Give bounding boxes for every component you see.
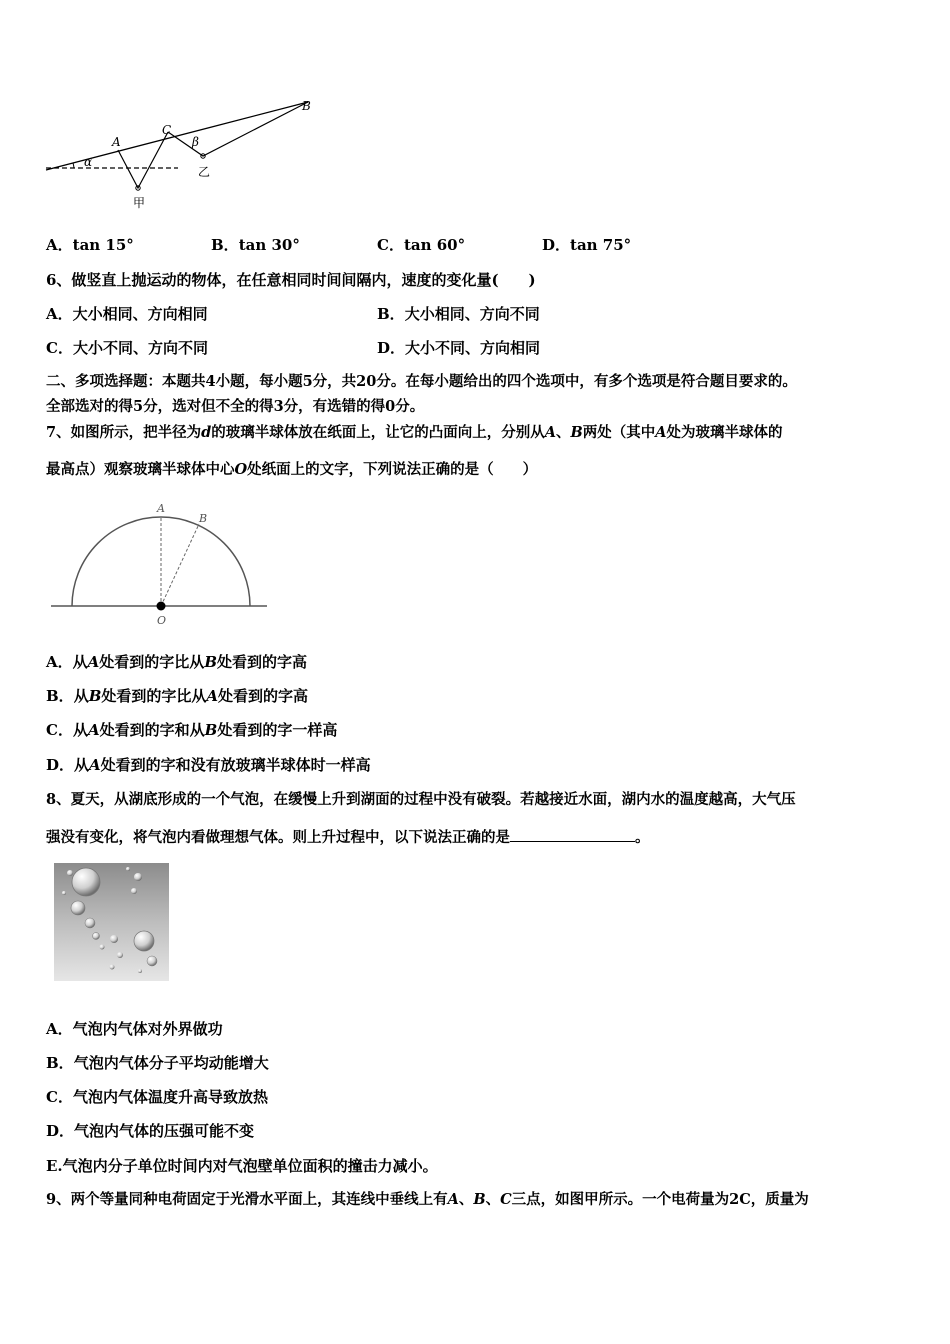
sightline-b <box>161 524 199 606</box>
q6-stem: 6、做竖直上抛运动的物体，在任意相同时间间隔内，速度的变化量( ) <box>46 271 536 289</box>
q5-option-b[interactable]: B．tan 30° <box>211 236 300 254</box>
q8-option-d[interactable]: D．气泡内气体的压强可能不变 <box>46 1122 255 1140</box>
section2-header-line1: 二、多项选择题：本题共4小题，每小题5分，共20分。在每小题给出的四个选项中，有多个选项是符合题目要求的。 <box>46 373 797 390</box>
q8-option-e[interactable]: E.气泡内分子单位时间内对气泡壁单位面积的撞击力减小。 <box>46 1157 438 1175</box>
label-b: B <box>199 512 208 525</box>
label-B: B <box>302 99 311 113</box>
q8-option-c[interactable]: C．气泡内气体温度升高导致放热 <box>46 1088 268 1106</box>
label-yi: 乙 <box>198 165 211 179</box>
q6-option-b[interactable]: B．大小相同、方向不同 <box>377 305 540 323</box>
answer-blank[interactable] <box>510 827 635 842</box>
label-o: O <box>157 614 167 627</box>
q8-option-b[interactable]: B．气泡内气体分子平均动能增大 <box>46 1054 269 1072</box>
q9-stem: 9、两个等量同种电荷固定于光滑水平面上，其连线中垂线上有A、B、C三点，如图甲所示。一个电荷量为2C，质量为 <box>46 1191 809 1208</box>
label-A: A <box>112 135 121 149</box>
label-alpha: α <box>84 155 93 169</box>
q5-option-a[interactable]: A．tan 15° <box>46 236 134 254</box>
q7-option-a[interactable]: A．从A处看到的字比从B处看到的字高 <box>46 653 308 671</box>
label-beta: β <box>192 135 199 149</box>
q5-option-c[interactable]: C．tan 60° <box>377 236 466 254</box>
q5-option-d[interactable]: D．tan 75° <box>542 236 632 254</box>
q8-option-a[interactable]: A．气泡内气体对外界做功 <box>46 1020 223 1038</box>
section2-header-line2: 全部选对的得5分，选对但不全的得3分，有选错的得0分。 <box>46 398 425 415</box>
q8-stem-line2: 强没有变化，将气泡内看做理想气体。则上升过程中，以下说法正确的是 。 <box>46 829 650 846</box>
alpha-arc <box>73 163 74 168</box>
label-C: C <box>162 123 172 137</box>
label-jia: 甲 <box>133 196 146 210</box>
q7-option-b[interactable]: B．从B处看到的字比从A处看到的字高 <box>46 687 309 705</box>
q7-stem-line1: 7、如图所示，把半径为d的玻璃半球体放在纸面上，让它的凸面向上，分别从A、B两处（其中A处为玻璃半球体的 <box>46 424 783 441</box>
q7-hemisphere-figure <box>45 498 275 633</box>
q6-option-d[interactable]: D．大小不同、方向相同 <box>377 339 541 357</box>
q8-stem-line1: 8、夏天，从湖底形成的一个气泡，在缓慢上升到湖面的过程中没有破裂。若越接近水面，湖内水的温度越高，大气压 <box>46 791 796 808</box>
q7-option-c[interactable]: C．从A处看到的字和从B处看到的字一样高 <box>46 721 338 739</box>
q6-option-c[interactable]: C．大小不同、方向不同 <box>46 339 208 357</box>
q6-option-a[interactable]: A．大小相同、方向相同 <box>46 305 208 323</box>
label-a: A <box>157 502 165 515</box>
light-path-yi <box>168 102 308 156</box>
q8-bubbles-image <box>54 863 169 981</box>
q7-stem-line2: 最高点）观察玻璃半球体中心O处纸面上的文字，下列说法正确的是（ ） <box>46 461 538 478</box>
center-point-o <box>157 602 166 611</box>
q7-option-d[interactable]: D．从A处看到的字和没有放玻璃半球体时一样高 <box>46 756 371 774</box>
q5-figure <box>40 92 330 212</box>
